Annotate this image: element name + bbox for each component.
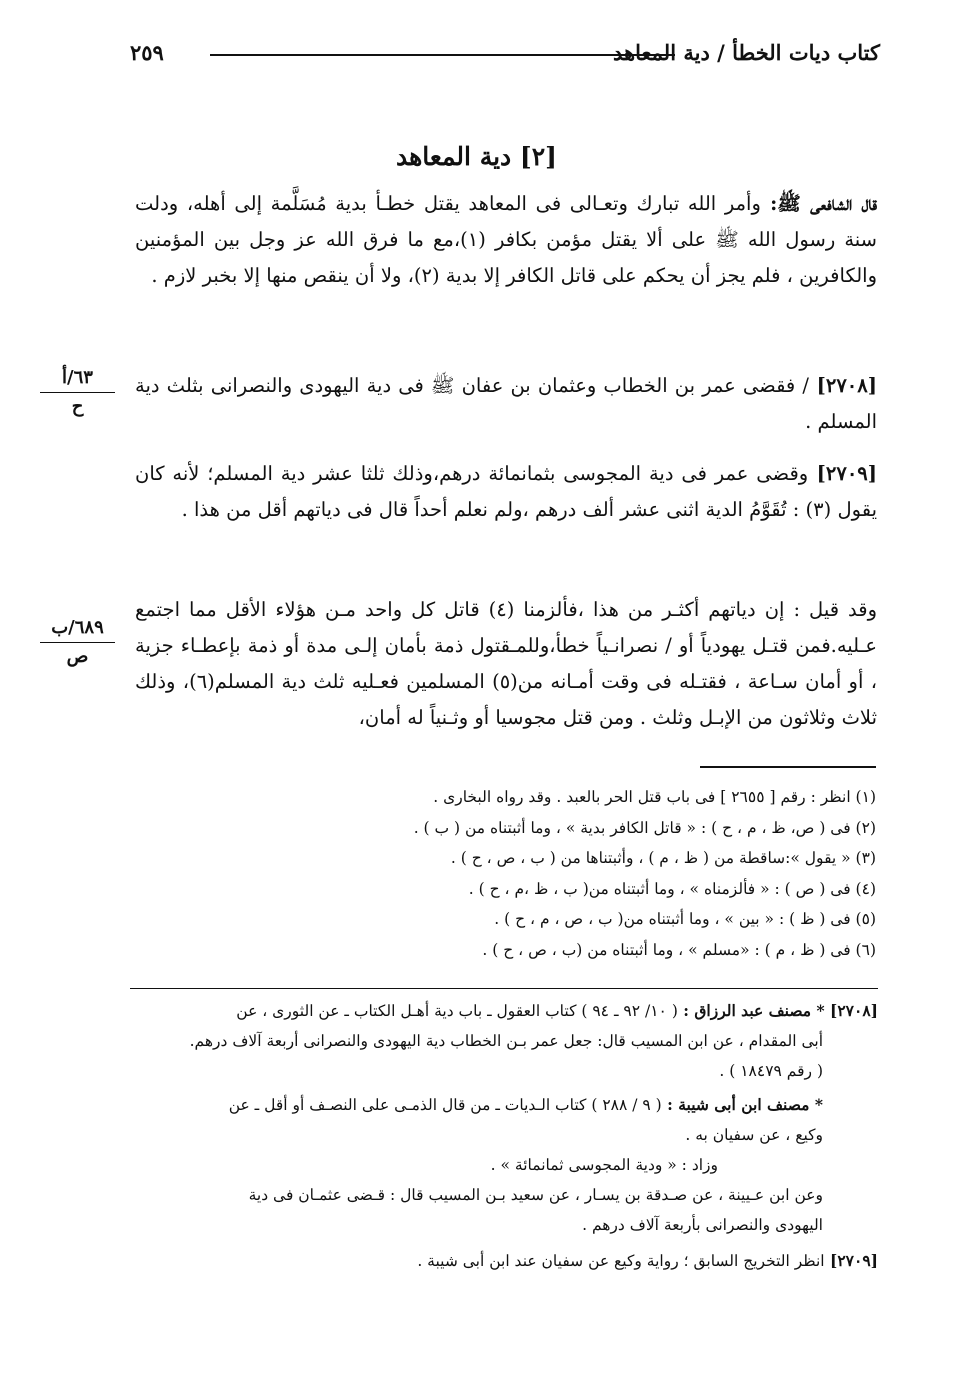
footnote-6: (٦) فى ( ظ ، م ) : «مسلم » ، وما أثبتناه من (ب ، ص ، ح ) . [482,940,876,959]
margin-note-2 [40,616,115,669]
source-2708-line2: أبى المقدام ، عن ابن المسيب قال: جعل عمر بـن الخطاب دية اليهودى والنصرانى أربعة آلاف درهم. [189,1032,823,1050]
header-title: كتاب ديات الخطأ / دية المعاهد [613,40,880,65]
footnote-2: (٢) فى ( ص، ظ ، م ، ح ) : « قاتل الكافر بدية » ، وما أثبتناه من ( ب ) . [413,818,876,837]
source-2709-text: انظر التخريج السابق ؛ رواية وكيع عن سفيان عند ابن أبى شيبة . [417,1252,825,1270]
text-2709: وقضى عمر فى دية المجوسى بثمانمائة درهم،وذلك ثلثا عشر دية المسلم؛ لأنه كان يقول (٣) : تُقَوَّمُ الدية اثنى عشر ألف درهم ،ولم نعلم أحداً قال فى دياتهم أقل من هذا . [135,462,877,521]
source-shaybah-line2: وكيع ، عن سفيان به . [685,1126,823,1144]
margin-note-2-bottom: ص [66,646,89,667]
paragraph-2708 [135,368,877,440]
source-2708 [130,996,878,1086]
number-2708: [٢٧٠٨] [808,374,877,397]
paragraph-intro [135,186,877,294]
margin-note-1-bottom: ح [71,396,84,417]
source-2708-line3: ( رقم ١٨٤٧٩ ) . [719,1062,823,1080]
source-2709-lead: [٢٧٠٩] [824,1251,878,1270]
margin-note-2-top: ٦٨٩/ب [40,616,115,643]
intro-lead: قال الشافعى ﷺ: [760,192,878,215]
source-ibn-abi-shaybah [130,1090,878,1240]
footnote-3: (٣) « يقول »:ساقطة من ( ظ ، م ) ، وأثبتناها من ( ب ، ص ، ح ) . [450,849,876,867]
paragraph-qila: وقد قيل : إن دياتهم أكثـر من هذا ،فألزمنا (٤) قاتل كل واحد مـن هؤلاء الأقل مما اجتمع عـليه.فمن قتـل يهودياً أو / نصرانـياً خطأ،وللمـقتول ذمة بأمان إلـى مدة أو ذمة بإعطـاء جزية ، أو أمان سـاعة ، فقتـله فى وقت أمـانه من(٥) المسلمين فعـليه ثلث دية المسلم(٦)، وذلك ثلاث وثلاثون من الإبـل وثلث . ومن قتل مجوسيا أو وثـنياً له أمان، [135,598,878,729]
margin-note-1-top: ٦٣/أ [40,366,115,393]
source-shaybah-text: ( ٩ / ٢٨٨ ) كتاب الـديات ـ من قال الذمـى على النصـف أو أقل ـ عن [228,1096,662,1114]
running-header [130,40,880,80]
section-title: [٢] دية المعاهد [395,142,557,171]
footnote-1: (١) انظر : رقم [ ٢٦٥٥ ] فى باب قتل الحر بالعبد . وقد رواه البخارى . [433,788,876,806]
source-shaybah-line4: وعن ابن عـيينة ، عن صـدقة بن يسـار ، عن سعيد بـن المسيب قال : قـضى عثمـان فى دية [248,1186,823,1204]
source-2708-text: ( ١٠/ ٩٢ ـ ٩٤ ) كتاب العقول ـ باب دية أهـل الكتاب ـ عن الثورى ، عن [236,1002,678,1020]
source-shaybah-line5: اليهودى والنصرانى بأربعة آلاف درهم . [582,1216,823,1234]
text-2708: / فقضى عمر بن الخطاب وعثمان بن عفان ﷺ فى دية اليهودى والنصرانى بثلث دية المسلم . [135,374,877,433]
margin-note-1 [40,366,115,419]
number-2709: [٢٧٠٩] [808,462,878,485]
header-rule [210,54,675,56]
sources-rule [130,988,878,989]
page-number: ٢٥٩ [130,40,164,65]
footnotes [300,782,876,965]
footnote-4: (٤) فى ( ص ) : « فألزمناه » ، وما أثبتناه من( ب ، ظ ،م ، ح ) . [468,879,876,898]
source-2709 [130,1246,878,1276]
paragraph-2709 [135,456,877,528]
footnote-5: (٥) فى ( ظ ) : « بين » ، وما أثبتناه من( ب ، ص ، م ، ح ) . [494,910,876,928]
source-shaybah-lead: * مصنف ابن أبى شيبة : [661,1095,823,1114]
source-2708-lead: [٢٧٠٨] * مصنف عبد الرزاق : [677,1001,878,1020]
source-shaybah-added: وزاد : « ودية المجوسى ثمانمائة » . [490,1156,718,1174]
footnote-rule [700,766,876,768]
intro-text: وأمر الله تبارك وتعـالى فى المعاهد يقتل خطـأ بدية مُسَلَّمة إلى أهله، ودلت سنة رسول الله ﷺ على ألا يقتل مؤمن بكافر (١)،مع ما فرق الله عز وجل بين المؤمنين والكافرين ، فلم يجز أن يحكم على قاتل الكافر إلا بدية (٢)، ولا أن ينقص منها إلا بخبر لازم . [135,192,877,287]
